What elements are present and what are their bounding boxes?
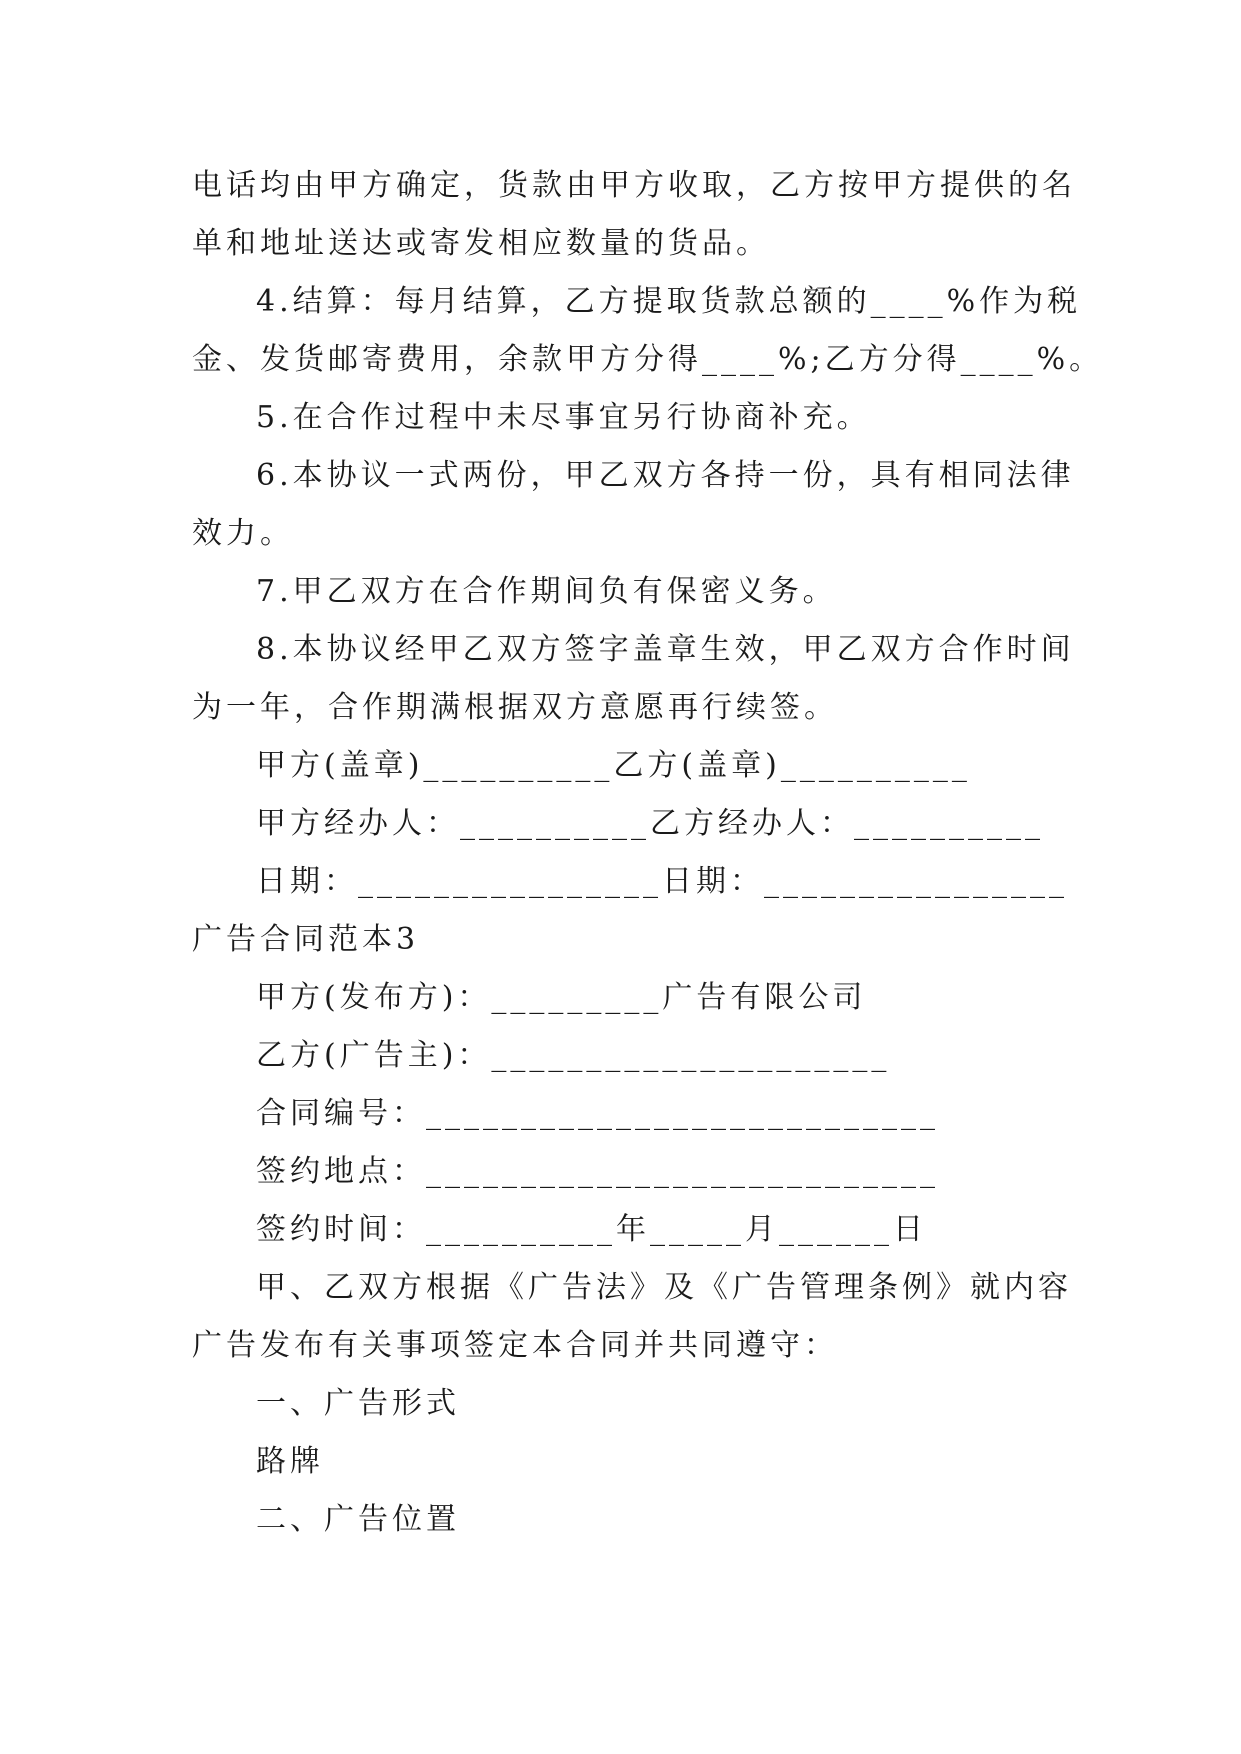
signature-date-line: 日期：________________日期：________________: [256, 864, 1068, 899]
body-text-line: 效力。: [192, 516, 294, 551]
section-heading: 二、广告位置: [256, 1502, 460, 1537]
clause-8-line: 8.本协议经甲乙双方签字盖章生效，甲乙双方合作时间: [256, 632, 1075, 667]
section-title: 广告合同范本3: [192, 922, 420, 957]
party-a-line: 甲方(发布方)：_________广告有限公司: [256, 980, 867, 1015]
clause-5-line: 5.在合作过程中未尽事宜另行协商补充。: [256, 400, 871, 435]
body-text-line: 为一年，合作期满根据双方意愿再行续签。: [192, 690, 838, 725]
section-heading: 一、广告形式: [256, 1386, 460, 1421]
body-text-line: 广告发布有关事项签定本合同并共同遵守：: [192, 1328, 838, 1363]
preamble-line: 甲、乙双方根据《广告法》及《广告管理条例》就内容: [256, 1270, 1072, 1305]
signing-place-line: 签约地点：___________________________: [256, 1154, 939, 1189]
clause-6-line: 6.本协议一式两份，甲乙双方各持一份，具有相同法律: [256, 458, 1075, 493]
body-text-line: 金、发货邮寄费用，余款甲方分得____%;乙方分得____%。: [192, 342, 1104, 377]
body-text-line: 电话均由甲方确定，货款由甲方收取，乙方按甲方提供的名: [192, 168, 1076, 203]
signature-agent-line: 甲方经办人：__________乙方经办人：__________: [256, 806, 1044, 841]
body-text-line: 单和地址送达或寄发相应数量的货品。: [192, 226, 770, 261]
signing-time-line: 签约时间：__________年_____月______日: [256, 1212, 927, 1247]
contract-number-line: 合同编号：___________________________: [256, 1096, 939, 1131]
party-b-line: 乙方(广告主)：_____________________: [256, 1038, 891, 1073]
clause-4-line: 4.结算：每月结算，乙方提取货款总额的____%作为税: [256, 284, 1082, 319]
signature-seal-line: 甲方(盖章)__________乙方(盖章)__________: [256, 748, 971, 783]
clause-7-line: 7.甲乙双方在合作期间负有保密义务。: [256, 574, 837, 609]
body-text-line: 路牌: [256, 1444, 324, 1479]
